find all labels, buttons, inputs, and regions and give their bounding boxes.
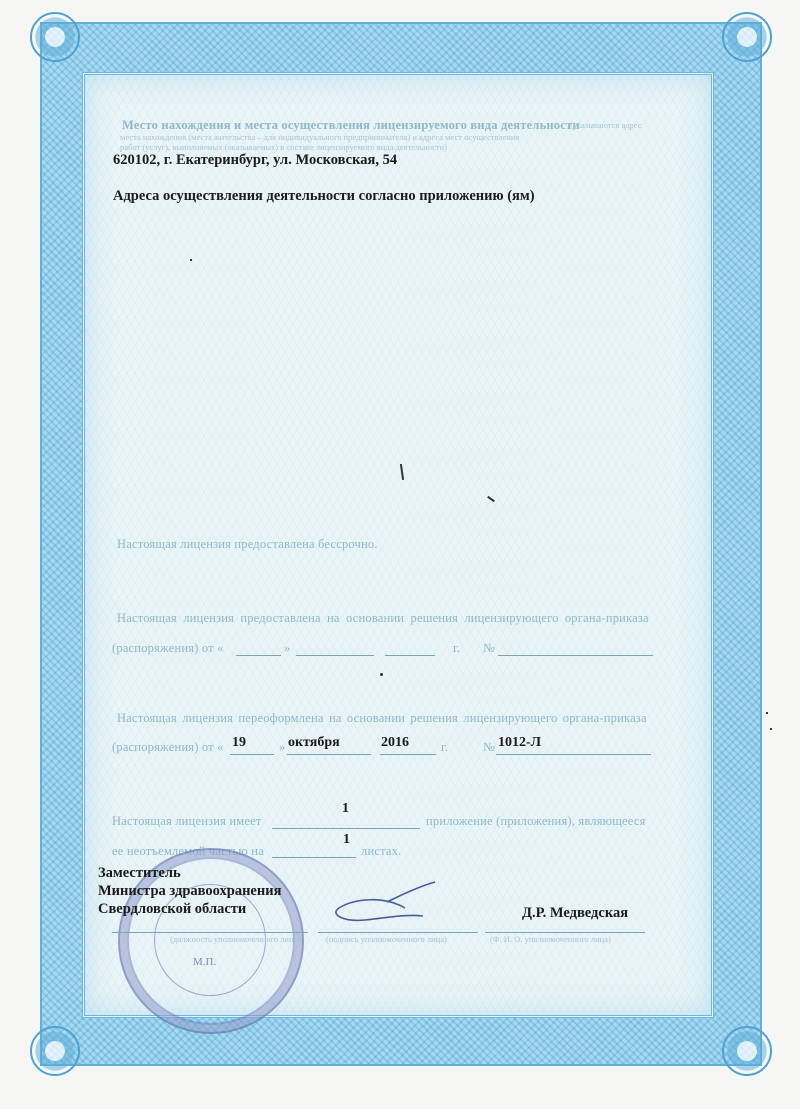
appendix-sheets-field <box>272 857 356 858</box>
reissued-line1: Настоящая лицензия переоформлена на основании решения лицензирующего органа-приказа <box>117 711 647 725</box>
appendix-line1-label: Настоящая лицензия имеет <box>112 814 262 828</box>
appendix-line2-label: ее неотъемлемой частью на <box>112 844 264 858</box>
stray-mark <box>380 673 383 676</box>
stray-mark <box>766 712 768 714</box>
signatory-title1: Заместитель <box>98 865 181 881</box>
position-line <box>112 932 308 933</box>
header-line1: Место нахождения и места осуществления лицензируемого вида деятельности <box>122 118 580 132</box>
signature-line <box>318 932 478 933</box>
reissued-month-field <box>287 754 371 755</box>
caption-name: (Ф. И. О. уполномоченного лица) <box>490 934 611 944</box>
granted-year-field <box>385 655 435 656</box>
header-line3: работ (услуг), выполняемых (оказываемых) в составе лицензируемого вида деятельности) <box>120 142 448 152</box>
granted-quote: » <box>284 641 291 655</box>
reissued-year-field <box>380 754 436 755</box>
reissued-quote: » <box>279 740 286 754</box>
reissued-line2-label: (распоряжения) от « <box>112 740 224 754</box>
reissued-year: 2016 <box>381 735 409 750</box>
addresses-note: Адреса осуществления деятельности согласно приложению (ям) <box>113 188 535 204</box>
term-text: Настоящая лицензия предоставлена бессрочно. <box>117 537 378 551</box>
appendix-count: 1 <box>342 801 349 816</box>
stray-mark <box>190 259 192 261</box>
header-line1-suffix: (указываются адрес <box>570 120 642 130</box>
reissued-year-suffix: г. <box>441 740 449 754</box>
signature-icon <box>325 880 440 930</box>
appendix-line1-suffix: приложение (приложения), являющееся <box>426 814 646 828</box>
corner-ornament-icon <box>30 1026 80 1076</box>
granted-number-label: № <box>483 641 496 655</box>
appendix-line2-suffix: листах. <box>361 844 402 858</box>
signatory-name: Д.Р. Медведская <box>522 905 629 921</box>
granted-day-field <box>236 655 281 656</box>
signatory-title3: Свердловской области <box>98 901 247 917</box>
granted-number-field <box>498 655 653 656</box>
signatory-title2: Министра здравоохранения <box>98 883 282 899</box>
corner-ornament-icon <box>722 1026 772 1076</box>
corner-ornament-icon <box>722 12 772 62</box>
corner-ornament-icon <box>30 12 80 62</box>
reissued-number-field <box>496 754 651 755</box>
granted-line1: Настоящая лицензия предоставлена на основании решения лицензирующего органа-приказа <box>117 611 649 625</box>
reissued-number: 1012-Л <box>498 735 542 750</box>
caption-position: (должность уполномоченного лица) <box>170 934 301 944</box>
header-line2: места нахождения (места жительства – для индивидуального предпринимателя) и адреса мест осуществления <box>120 132 520 142</box>
name-line <box>485 932 645 933</box>
granted-month-field <box>296 655 374 656</box>
appendix-sheets: 1 <box>343 832 350 847</box>
reissued-day: 19 <box>232 735 246 750</box>
granted-line2-label: (распоряжения) от « <box>112 641 224 655</box>
address: 620102, г. Екатеринбург, ул. Московская, 54 <box>113 152 398 168</box>
granted-year-suffix: г. <box>453 641 461 655</box>
reissued-number-label: № <box>483 740 496 754</box>
appendix-count-field <box>272 828 420 829</box>
stray-mark <box>770 728 772 730</box>
caption-signature: (подпись уполномоченного лица) <box>326 934 447 944</box>
reissued-day-field <box>230 754 274 755</box>
stamp-label: М.П. <box>193 956 217 968</box>
reissued-month: октября <box>288 735 340 750</box>
